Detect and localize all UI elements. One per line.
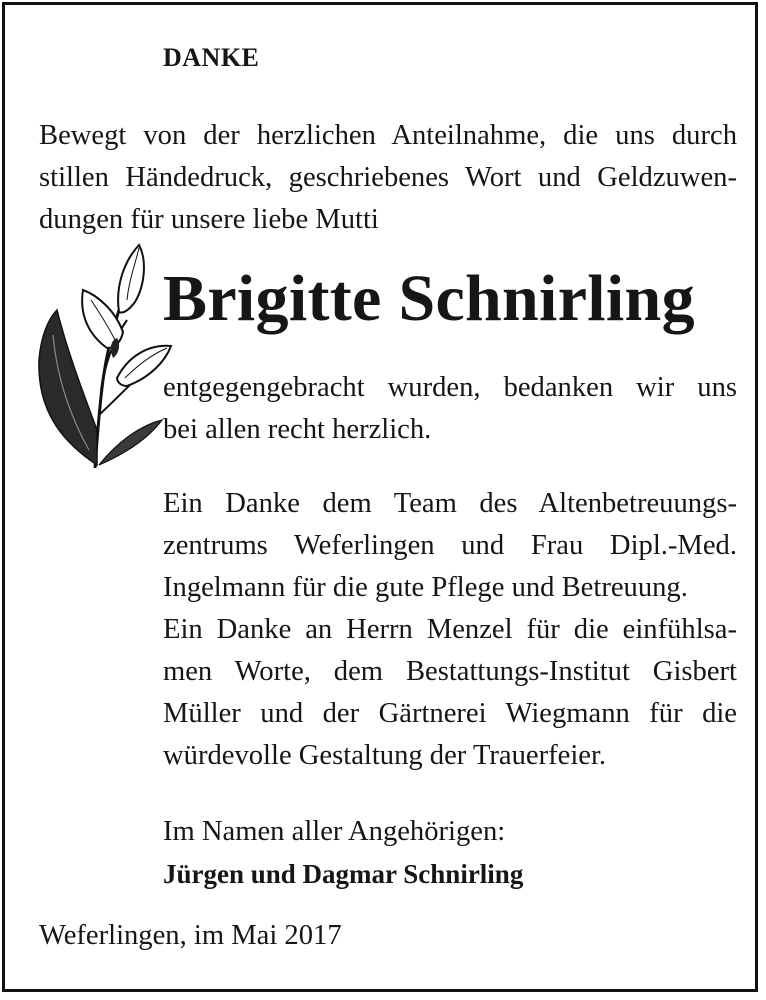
closing-paragraph (163, 811, 737, 895)
continuation-paragraph (163, 367, 737, 451)
thanks-line: Ein Danke dem Team des Altenbetreuungs- (163, 488, 737, 519)
intro-line: Bewegt von der herzlichen Anteilnahme, die uns durch (39, 120, 737, 151)
intro-paragraph (39, 115, 737, 241)
calla-lily-icon (27, 240, 177, 470)
thanks-line: Ingelmann für die gute Pflege und Betreuung. (163, 572, 688, 603)
thanks-line: men Worte, dem Bestattungs-Institut Gisbert (163, 656, 737, 687)
thanks-line: Ein Danke an Herrn Menzel für die einfühlsa- (163, 614, 737, 645)
intro-line: dungen für unsere liebe Mutti (39, 204, 379, 235)
thanks-line: Müller und der Gärtnerei Wiegmann für die (163, 698, 737, 729)
place-date: Weferlingen, im Mai 2017 (39, 920, 342, 951)
thanks-paragraph (163, 483, 737, 777)
closing-line: Im Namen aller Angehörigen: (163, 816, 506, 847)
notice-frame (2, 2, 758, 992)
notice-heading: DANKE (163, 43, 260, 72)
signers: Jürgen und Dagmar Schnirling (163, 859, 524, 889)
intro-line: stillen Händedruck, geschriebenes Wort und Geldzuwen- (39, 162, 737, 193)
continuation-line: entgegengebracht wurden, bedanken wir uns (163, 372, 737, 403)
thanks-line: würdevolle Gestaltung der Trauerfeier. (163, 740, 607, 771)
continuation-line: bei allen recht herzlich. (163, 414, 432, 445)
deceased-name: Brigitte Schnirling (163, 262, 695, 335)
thanks-line: zentrums Weferlingen und Frau Dipl.-Med. (163, 530, 737, 561)
